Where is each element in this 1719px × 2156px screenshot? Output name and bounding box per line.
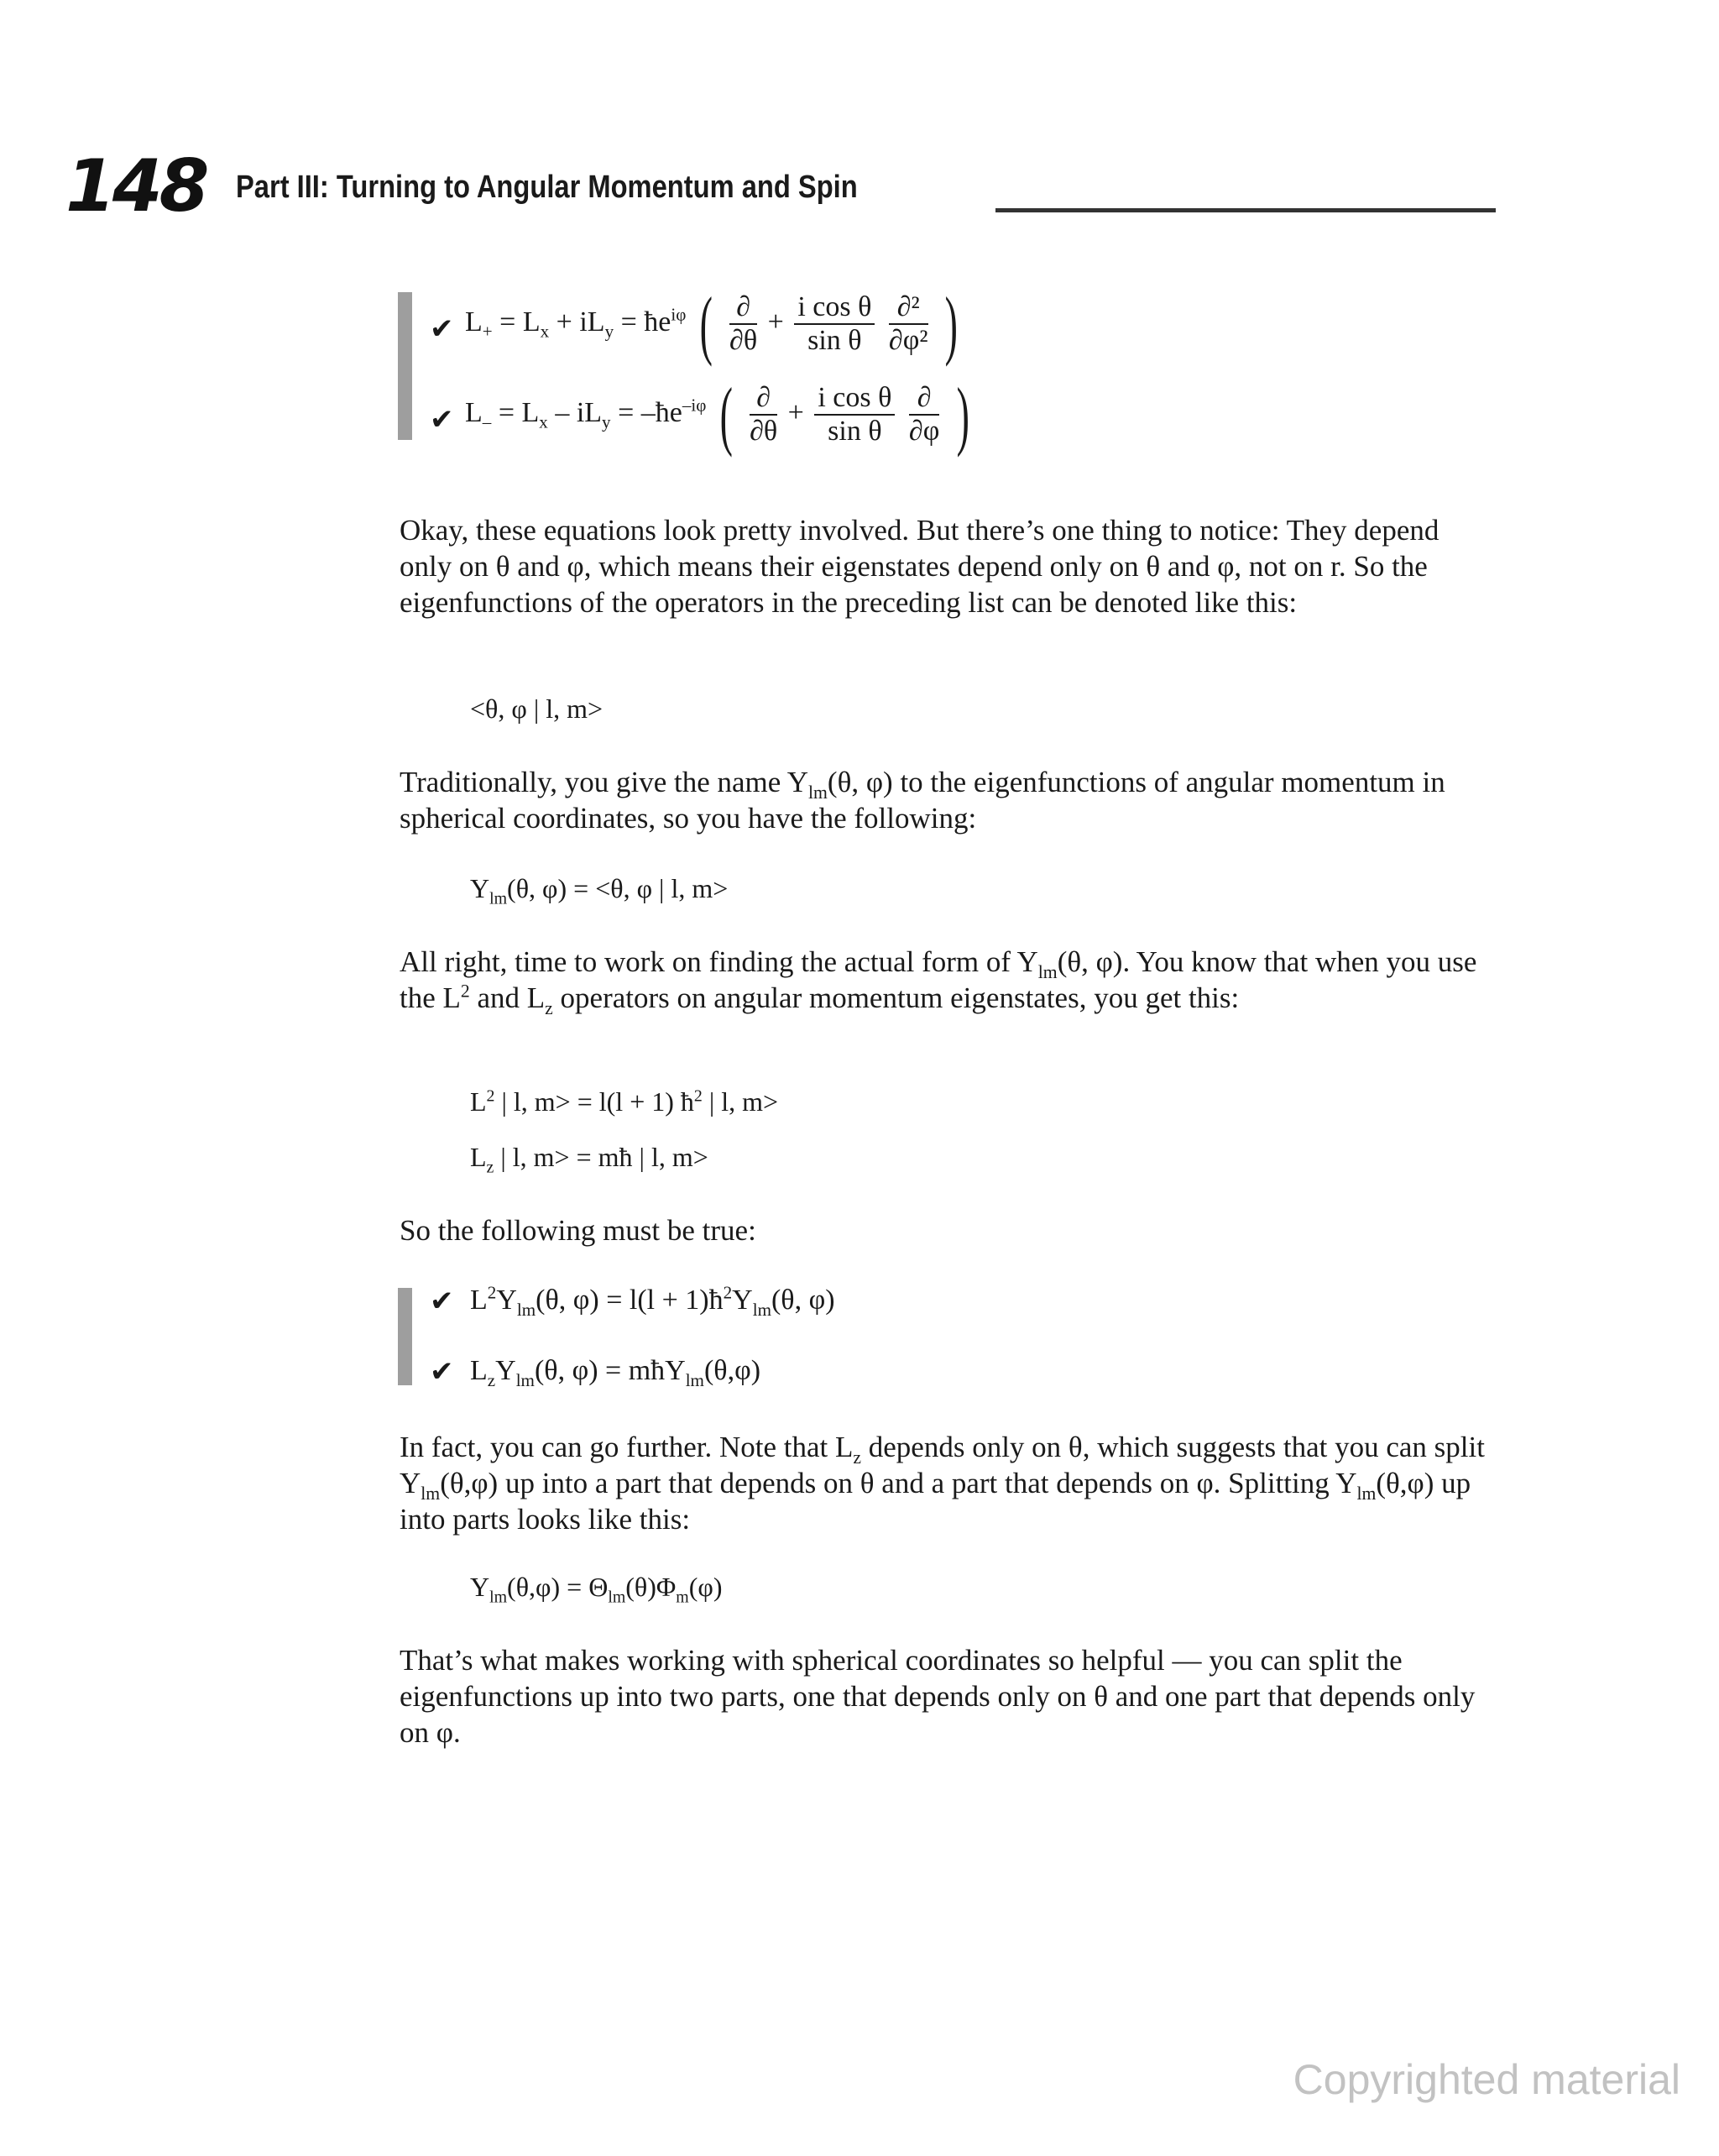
eq-text: (θ)Φ — [625, 1572, 677, 1602]
frac-num: ∂ — [750, 382, 777, 416]
eq-sub: x — [539, 411, 548, 432]
text-run: operators on angular momentum eigenstates, you get this: — [552, 981, 1240, 1014]
eq-sub: m — [676, 1588, 689, 1607]
eq-sup: iφ — [671, 304, 687, 325]
eq-sub: z — [486, 1158, 494, 1177]
eq-text: L — [470, 1142, 487, 1172]
eq-text: (θ, φ) = mħY — [534, 1355, 686, 1386]
right-paren: ) — [944, 281, 958, 367]
eq-sub: lm — [685, 1369, 704, 1390]
frac-den: sin θ — [807, 325, 862, 356]
eq-sub: lm — [752, 1299, 771, 1320]
para-text: Okay, these equations look pretty involved. But there’s one thing to notice: They depend only on θ and φ, which means their eigenstates depend only on θ and φ, not on r. So the eigenfunctions of the operators in the preceding list can be denoted like this: — [400, 514, 1439, 619]
l2-ylm-equation — [470, 1282, 835, 1320]
eq-text: – iL — [547, 396, 603, 428]
lz-ylm-equation — [470, 1355, 761, 1390]
eq-sub: lm — [489, 889, 508, 908]
frac-den: sin θ — [828, 416, 882, 447]
text-run: and L — [469, 981, 546, 1014]
eq-sub: lm — [608, 1588, 626, 1607]
frac-num: ∂ — [909, 382, 939, 416]
sub-run: lm — [808, 782, 828, 803]
sub-run: z — [545, 998, 553, 1018]
eq-sub: lm — [515, 1369, 535, 1390]
paragraph-3 — [400, 944, 1491, 1016]
frac-den: ∂θ — [729, 325, 758, 356]
eq-text: (θ, φ) = l(l + 1)ħ — [536, 1285, 724, 1316]
eq-text: Y — [495, 1355, 516, 1386]
eq-text: (θ,φ) = Θ — [507, 1572, 609, 1602]
eq-sup: –iφ — [682, 395, 707, 416]
chapter-title: Part III: Turning to Angular Momentum and Spin — [236, 170, 858, 205]
frac-den: ∂φ — [908, 416, 940, 447]
sub-run: lm — [1037, 962, 1058, 982]
eq-sup: 2 — [487, 1282, 497, 1303]
para-text: That’s what makes working with spherical coordinates so helpful — you can split the eigenfunctions up into two parts, one that depends only on θ and one part that depends only on φ. — [400, 1644, 1476, 1749]
eq-text: + — [767, 306, 784, 338]
left-paren: ( — [719, 372, 733, 458]
frac-num: ∂ — [729, 291, 757, 325]
frac-num: i cos θ — [794, 291, 875, 325]
page-number: 148 — [65, 144, 206, 228]
eq-text: (θ,φ) — [703, 1355, 761, 1386]
eq-text: L — [465, 396, 483, 428]
lminus-equation — [465, 372, 975, 458]
eq-text: Y — [732, 1285, 753, 1316]
eq-sup: 2 — [693, 1086, 703, 1106]
left-paren: ( — [699, 281, 713, 367]
paragraph-1 — [400, 512, 1491, 620]
page-header — [65, 144, 1492, 237]
eq-text: L — [465, 306, 483, 338]
eq-text: = L — [492, 306, 541, 338]
eq-text: L — [470, 1355, 488, 1386]
copyright-watermark: Copyrighted material — [1293, 2056, 1680, 2103]
bullet-bar — [398, 292, 412, 440]
check-icon: ✔ — [430, 1355, 454, 1389]
text-run: (θ, φ) to the eigenfunctions of angular momentum in spherical coordinates, so you have the following: — [400, 766, 1445, 835]
eq-text: + — [787, 396, 804, 428]
eq-sup: 2 — [723, 1282, 733, 1303]
paragraph-5 — [400, 1429, 1491, 1537]
para-text — [400, 1429, 1491, 1537]
fraction — [909, 382, 939, 447]
eq-sup: 2 — [486, 1086, 495, 1106]
check-icon: ✔ — [430, 1285, 454, 1318]
eq-text: (θ, φ) = <θ, φ | l, m> — [507, 873, 729, 903]
eq-sub: – — [482, 411, 492, 432]
eq-text: Y — [496, 1285, 517, 1316]
ylm-definition — [470, 873, 729, 908]
frac-den: ∂θ — [750, 416, 778, 447]
eq-text: | l, m> = mħ | l, m> — [494, 1142, 708, 1172]
ket-equation: <θ, φ | l, m> — [470, 693, 603, 724]
eq-text: L — [470, 1086, 487, 1117]
right-paren: ) — [956, 372, 969, 458]
text-run: Traditionally, you give the name Y — [400, 766, 809, 798]
eq-text: = ħe — [614, 306, 671, 338]
eq-text: | l, m> = l(l + 1) ħ — [494, 1086, 694, 1117]
lplus-equation — [465, 281, 964, 367]
para-text: So the following must be true: — [400, 1214, 756, 1247]
eq-text: = L — [491, 396, 540, 428]
eq-text: = –ħe — [610, 396, 682, 428]
fraction — [889, 291, 928, 357]
eq-sub: x — [540, 321, 550, 342]
frac-num: i cos θ — [814, 382, 895, 416]
eq-sub: z — [487, 1369, 496, 1390]
para-text — [400, 944, 1491, 1016]
eq-sub: lm — [489, 1588, 508, 1607]
text-run: All right, time to work on finding the actual form of Y — [400, 945, 1038, 978]
fraction — [794, 291, 875, 357]
check-icon: ✔ — [430, 403, 454, 437]
eq-text: (φ) — [688, 1572, 723, 1602]
header-rule — [995, 208, 1496, 212]
eq-sub: y — [604, 321, 614, 342]
paragraph-2 — [400, 764, 1491, 836]
eq-text: Y — [470, 873, 490, 903]
eq-sub: y — [602, 411, 611, 432]
text-run: depends only on θ, which suggests that you can split Y — [400, 1431, 1485, 1499]
lz-equation — [470, 1142, 708, 1177]
check-icon: ✔ — [430, 312, 454, 346]
text-run: In fact, you can go further. Note that L — [400, 1431, 854, 1463]
eq-text: | l, m> — [702, 1086, 779, 1117]
sup-run: 2 — [460, 981, 470, 1002]
paragraph-4 — [400, 1212, 1491, 1248]
l-squared-equation — [470, 1086, 778, 1117]
bullet-bar — [398, 1288, 412, 1385]
text-run: (θ,φ) up into a part that depends on θ and a part that depends on φ. Splitting Y — [440, 1467, 1357, 1499]
eq-sub: lm — [516, 1299, 536, 1320]
eq-text: + iL — [549, 306, 605, 338]
text-run: (θ,φ) up into parts looks like this: — [400, 1467, 1471, 1536]
sub-run: lm — [421, 1484, 441, 1504]
para-text — [400, 764, 1491, 836]
text-run: (θ, φ). You know that when you use the L — [400, 945, 1477, 1014]
fraction — [814, 382, 895, 447]
sub-run: lm — [1356, 1484, 1377, 1504]
frac-num: ∂² — [889, 291, 928, 325]
eq-text: Y — [470, 1572, 490, 1602]
eq-text: (θ, φ) — [771, 1285, 835, 1316]
eq-text: L — [470, 1285, 488, 1316]
fraction — [729, 291, 757, 357]
frac-den: ∂φ² — [888, 325, 928, 356]
sub-run: z — [853, 1447, 862, 1468]
paragraph-6 — [400, 1642, 1491, 1750]
split-equation — [470, 1572, 723, 1607]
eq-sub: + — [482, 321, 493, 342]
fraction — [750, 382, 777, 447]
